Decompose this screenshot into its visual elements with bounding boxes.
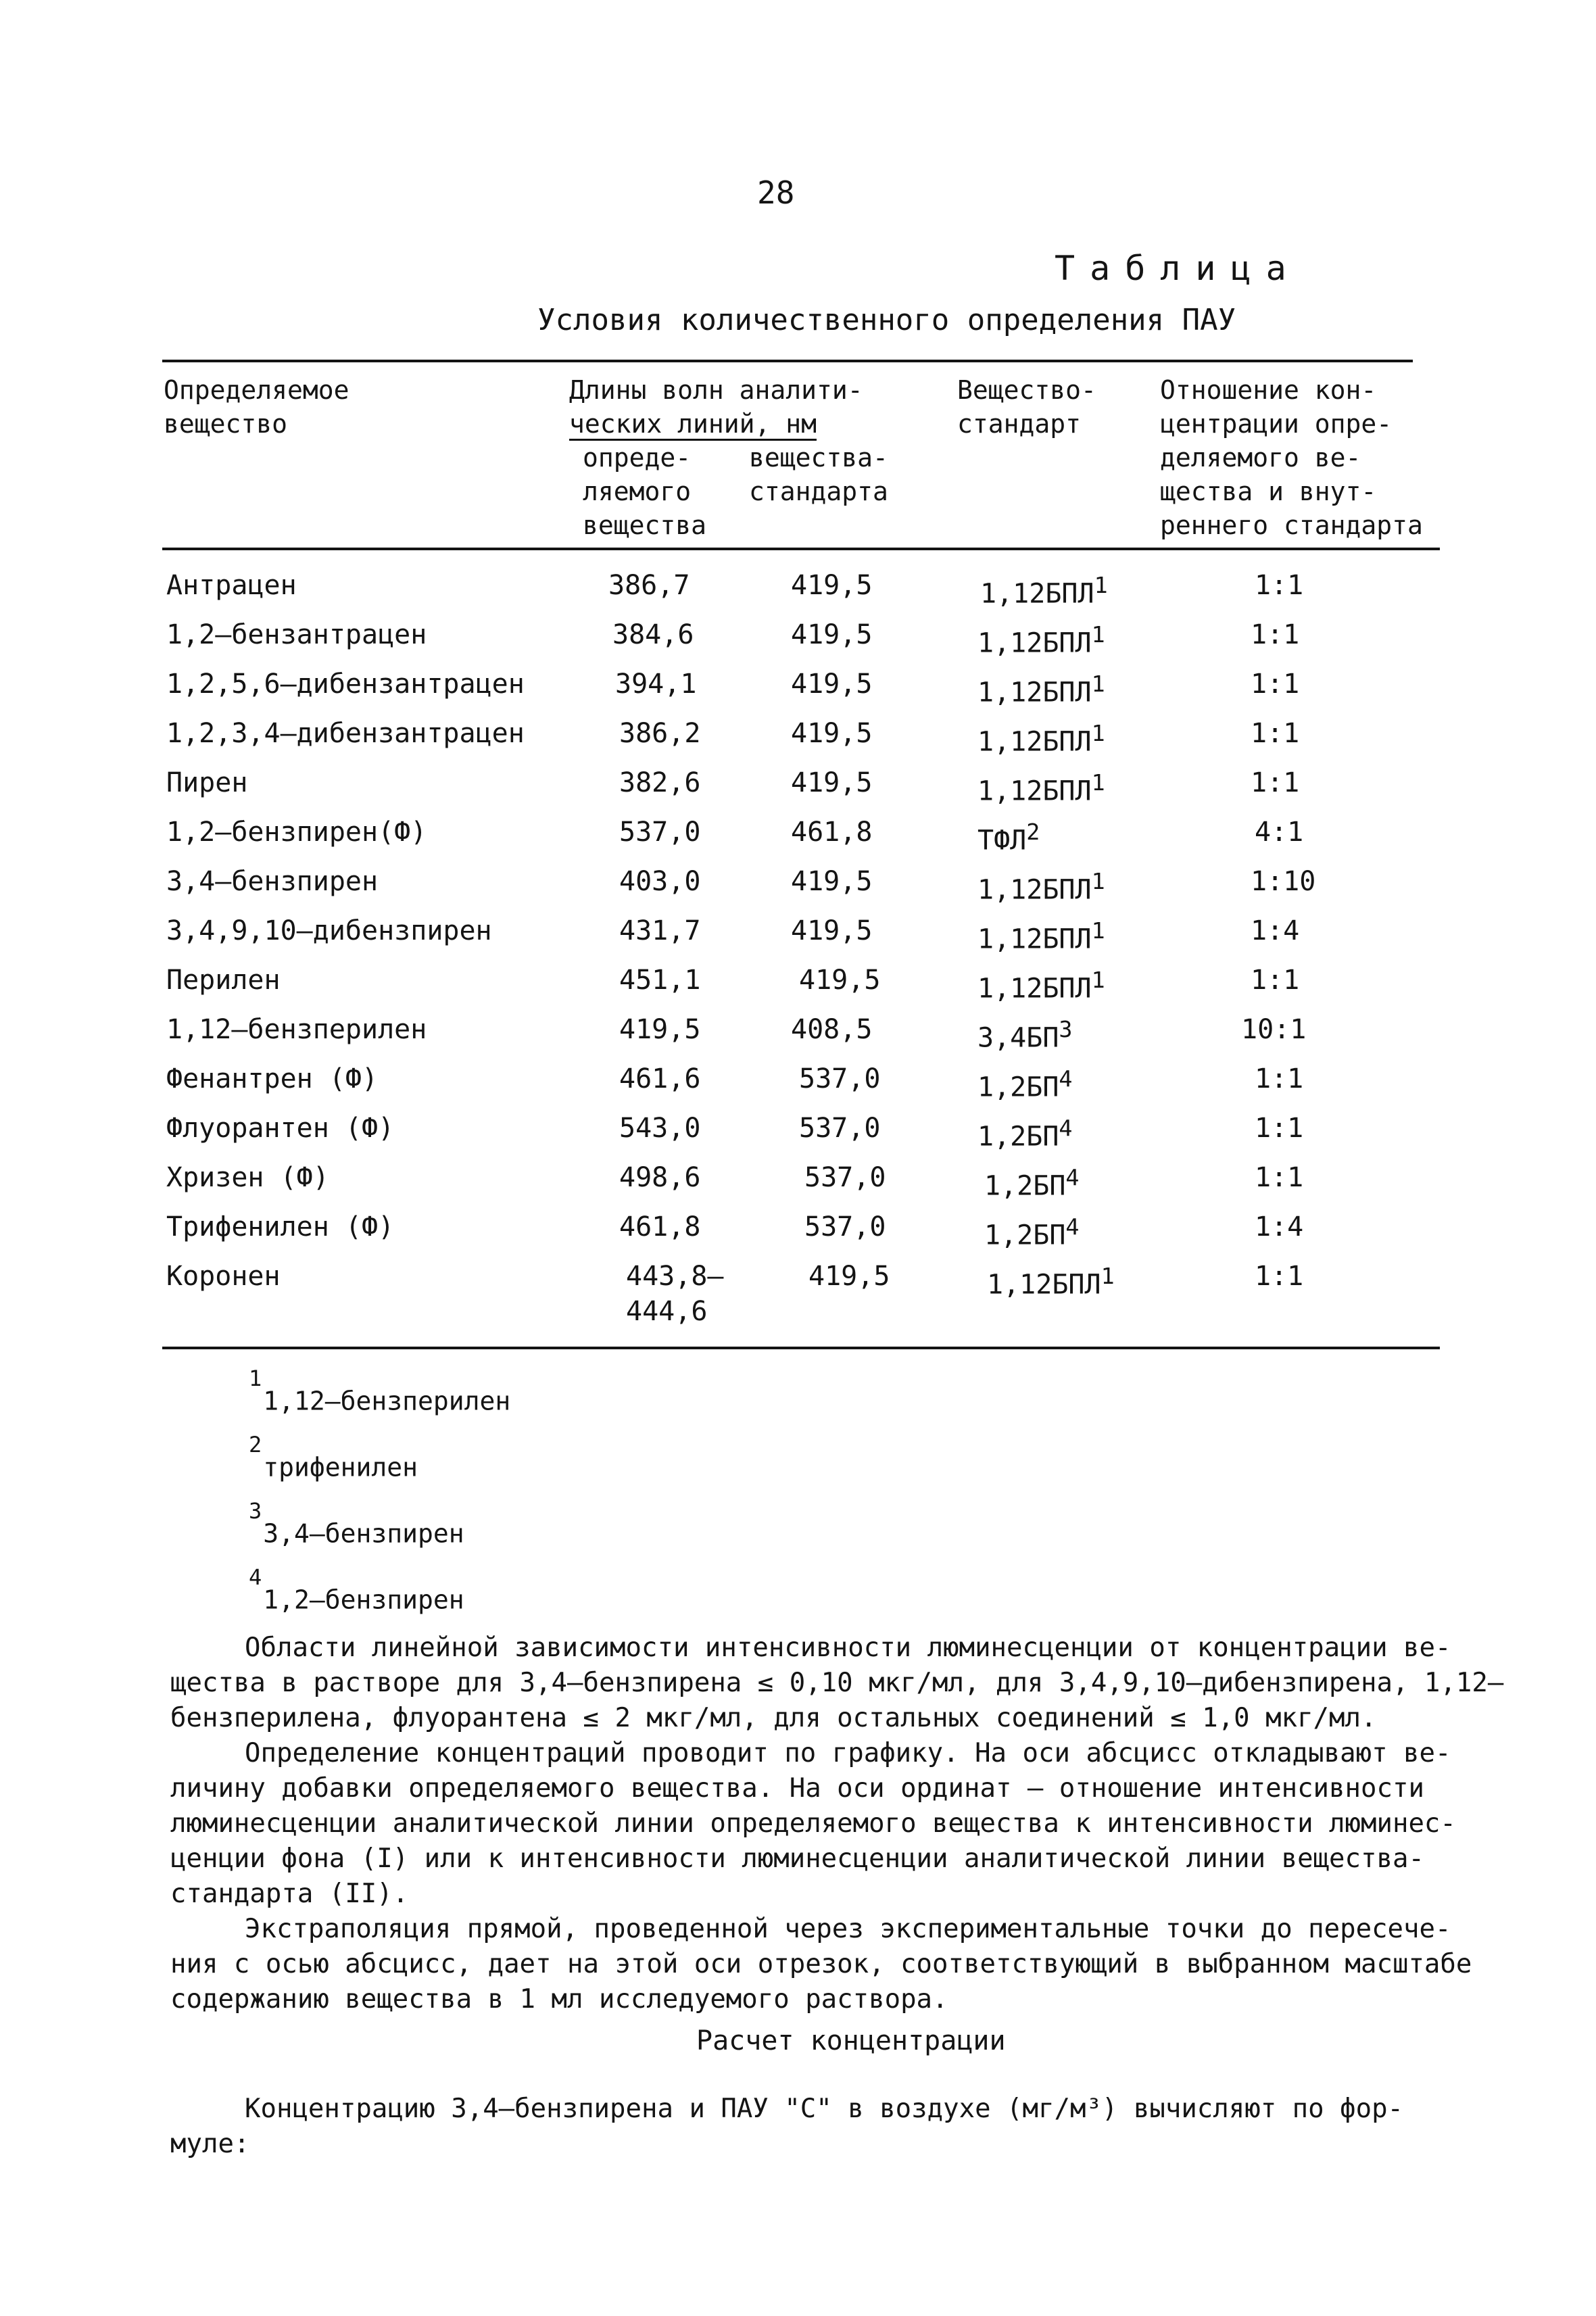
cell-standard: $1,2БП^4$: [977, 1115, 1073, 1153]
cell-standard: 1,12БПЛ$^1$: [977, 868, 1105, 906]
cell-wl-analyte: 543,0: [619, 1113, 701, 1144]
header-standard-substance: Вещество- стандарт: [957, 375, 1096, 439]
cell-substance: 1,2,5,6–дибензантрацен: [166, 669, 525, 700]
cell-ratio: 1:4: [1251, 915, 1300, 946]
cell-wl-analyte: 451,1: [619, 965, 701, 996]
paragraph-determination: Определение концентраций проводит по графику. На оси абсцисс откладывают ве- личину добавки определяемого вещества. На оси ординат – отношение интенсивности люминесценции аналитической линии определяемого вещества к интенсивности люминес- ценции фона (I) или к интенсивности люминесценции аналитической линии вещества- стандарта (II).: [170, 1738, 1456, 1909]
footnote-ref: 1: [1091, 917, 1105, 944]
cell-ratio: 1:1: [1251, 965, 1300, 996]
cell-wl-standard: 408,5: [791, 1014, 873, 1045]
cell-ratio: 1:1: [1255, 1113, 1304, 1144]
cell-substance: 1,2,3,4–дибензантрацен: [166, 718, 525, 749]
cell-wl-analyte-cont: 444,6: [626, 1296, 708, 1327]
cell-substance: 3,4,9,10–дибензпирен: [166, 915, 492, 946]
footnote-ref: 1: [1091, 671, 1105, 697]
cell-substance: Хризен (Ф): [166, 1162, 329, 1193]
footnote-ref: 1: [1094, 572, 1108, 598]
cell-ratio: 1:1: [1251, 718, 1300, 749]
footnote-ref: 1: [1091, 769, 1105, 796]
cell-wl-standard: 537,0: [804, 1162, 886, 1193]
table-row: [0, 1211, 1596, 1251]
cell-standard: 1,12БПЛ$^1$: [977, 917, 1105, 955]
footnote: $^4$1,2–бензпирен: [249, 1564, 464, 1615]
cell-substance: 1,2–бензпирен(Ф): [166, 817, 427, 848]
cell-ratio: 1:1: [1255, 1162, 1304, 1193]
cell-ratio: 4:1: [1255, 817, 1304, 848]
cell-wl-standard: 537,0: [804, 1211, 886, 1243]
table-label: Таблица: [1055, 249, 1301, 288]
cell-wl-analyte: 386,2: [619, 718, 701, 749]
cell-substance: Трифенилен (Ф): [166, 1211, 395, 1243]
footnote-ref: 4: [1059, 1065, 1073, 1092]
cell-wl-analyte: 498,6: [619, 1162, 701, 1193]
footnote-ref: 1: [1091, 621, 1105, 648]
footnote-ref: 1: [1091, 720, 1105, 746]
cell-ratio: 1:1: [1255, 570, 1304, 601]
footnote-ref: 1: [1101, 1263, 1115, 1289]
table-title: Условия количественного определения ПАУ: [537, 303, 1236, 337]
cell-substance: Коронен: [166, 1261, 281, 1292]
header-concentration-ratio: Отношение кон- центрации опре- деляемого ве- щества и внут- реннего стандарта: [1160, 375, 1423, 540]
cell-wl-analyte: 384,6: [612, 619, 694, 650]
cell-wl-analyte: 537,0: [619, 817, 701, 848]
cell-standard: 1,12БПЛ$^1$: [977, 769, 1105, 807]
table-row: [0, 1161, 1596, 1202]
cell-wl-analyte: 461,6: [619, 1063, 701, 1094]
cell-standard: ТФЛ$^2$: [977, 819, 1040, 857]
footnote-ref: 1: [1091, 967, 1105, 993]
cell-ratio: 1:10: [1251, 866, 1316, 897]
cell-ratio: 1:1: [1251, 669, 1300, 700]
footnote-ref: 3: [1059, 1016, 1073, 1042]
cell-wl-standard: 419,5: [808, 1261, 890, 1292]
cell-wl-standard: 419,5: [791, 619, 873, 650]
cell-standard: $1,2БП^4$: [984, 1164, 1080, 1202]
table-header-rule: [162, 548, 1440, 550]
footnote-ref: 4: [1065, 1213, 1080, 1240]
footnote: $^3$3,4–бензпирен: [249, 1498, 464, 1549]
section-heading: Расчет концентрации: [696, 2025, 1006, 2056]
cell-substance: 1,12–бензперилен: [166, 1014, 427, 1045]
table-row: [0, 1260, 1596, 1328]
header-substance: Определяемое вещество: [164, 375, 349, 439]
footnote-ref: 4: [1065, 1164, 1080, 1190]
header-wavelength-analyte: опреде- ляемого вещества: [583, 443, 707, 540]
cell-substance: 3,4–бензпирен: [166, 866, 379, 897]
cell-standard: 1,12БПЛ$^1$: [980, 572, 1108, 610]
table-row: [0, 668, 1596, 708]
cell-substance: Антрацен: [166, 570, 297, 601]
table-row: [0, 767, 1596, 807]
table-row: [0, 964, 1596, 1005]
cell-standard: 1,12БПЛ$^1$: [977, 967, 1105, 1005]
table-row: [0, 1063, 1596, 1103]
table-row: [0, 1013, 1596, 1054]
cell-substance: Фенантрен (Ф): [166, 1063, 379, 1094]
cell-wl-standard: 461,8: [791, 817, 873, 848]
cell-substance: Флуорантен (Ф): [166, 1113, 395, 1144]
cell-wl-analyte: 403,0: [619, 866, 701, 897]
header-wavelength-standard: вещества- стандарта: [749, 443, 888, 506]
cell-wl-analyte: 461,8: [619, 1211, 701, 1243]
cell-wl-standard: 537,0: [799, 1113, 881, 1144]
paragraph-calculation: Концентрацию 3,4–бензпирена и ПАУ "С" в воздухе (мг/м³) вычисляют по фор- муле:: [170, 2094, 1404, 2159]
table-row: [0, 915, 1596, 955]
table-bottom-rule: [162, 1347, 1440, 1349]
cell-standard: $3,4БП^3$: [977, 1016, 1073, 1054]
cell-wl-analyte: 443,8–: [626, 1261, 724, 1292]
cell-standard: 1,12БПЛ$^1$: [977, 671, 1105, 708]
cell-substance: Перилен: [166, 965, 281, 996]
cell-wl-standard: 419,5: [799, 965, 881, 996]
cell-wl-standard: 537,0: [799, 1063, 881, 1094]
paragraph-extrapolation: Экстраполяция прямой, проведенной через экспериментальные точки до пересече- ния с осью абсцисс, дает на этой оси отрезок, соответствующий в выбранном масштабе содержанию вещества в 1 мл исследуемого раствора.: [170, 1914, 1472, 2015]
cell-standard: 1,12БПЛ$^1$: [987, 1263, 1115, 1301]
cell-ratio: 1:1: [1255, 1063, 1304, 1094]
cell-wl-standard: 419,5: [791, 767, 873, 798]
cell-wl-standard: 419,5: [791, 669, 873, 700]
cell-standard: $1,2БП^4$: [977, 1065, 1073, 1103]
table-row: [0, 1112, 1596, 1153]
footnote: $^2$трифенилен: [249, 1432, 418, 1482]
footnote: $^1$1,12–бензперилен: [249, 1366, 511, 1416]
cell-wl-analyte: 386,7: [608, 570, 690, 601]
cell-standard: $1,2БП^4$: [984, 1213, 1080, 1251]
cell-standard: 1,12БПЛ$^1$: [977, 621, 1105, 659]
table-top-rule: [162, 360, 1413, 362]
header-wavelengths: Длины волн аналити- ческих линий, нм: [569, 373, 863, 441]
cell-ratio: 1:1: [1251, 767, 1300, 798]
cell-standard: 1,12БПЛ$^1$: [977, 720, 1105, 758]
table-row: [0, 816, 1596, 857]
table-row: [0, 619, 1596, 659]
footnote-ref: 4: [1059, 1115, 1073, 1141]
paragraph-linear-range: Области линейной зависимости интенсивности люминесценции от концентрации ве- щества в растворе для 3,4–бензпирена ≤ 0,10 мкг/мл, для 3,4,9,10–дибензпирена, 1,12– бензперилена, флуорантена ≤ 2 мкг/мл, для остальных соединений ≤ 1,0 мкг/мл.: [170, 1633, 1504, 1733]
cell-wl-standard: 419,5: [791, 866, 873, 897]
cell-wl-analyte: 431,7: [619, 915, 701, 946]
cell-wl-analyte: 419,5: [619, 1014, 701, 1045]
cell-wl-standard: 419,5: [791, 718, 873, 749]
table-row: [0, 569, 1596, 610]
cell-wl-analyte: 394,1: [615, 669, 697, 700]
cell-ratio: 1:1: [1255, 1261, 1304, 1292]
cell-ratio: 10:1: [1241, 1014, 1307, 1045]
page-number: 28: [757, 174, 795, 211]
cell-wl-standard: 419,5: [791, 915, 873, 946]
cell-ratio: 1:4: [1255, 1211, 1304, 1243]
cell-substance: Пирен: [166, 767, 248, 798]
cell-wl-standard: 419,5: [791, 570, 873, 601]
cell-substance: 1,2–бензантрацен: [166, 619, 427, 650]
footnote-ref: 2: [1026, 819, 1040, 845]
cell-wl-analyte: 382,6: [619, 767, 701, 798]
table-row: [0, 717, 1596, 758]
footnote-ref: 1: [1091, 868, 1105, 894]
table-row: [0, 865, 1596, 906]
cell-ratio: 1:1: [1251, 619, 1300, 650]
